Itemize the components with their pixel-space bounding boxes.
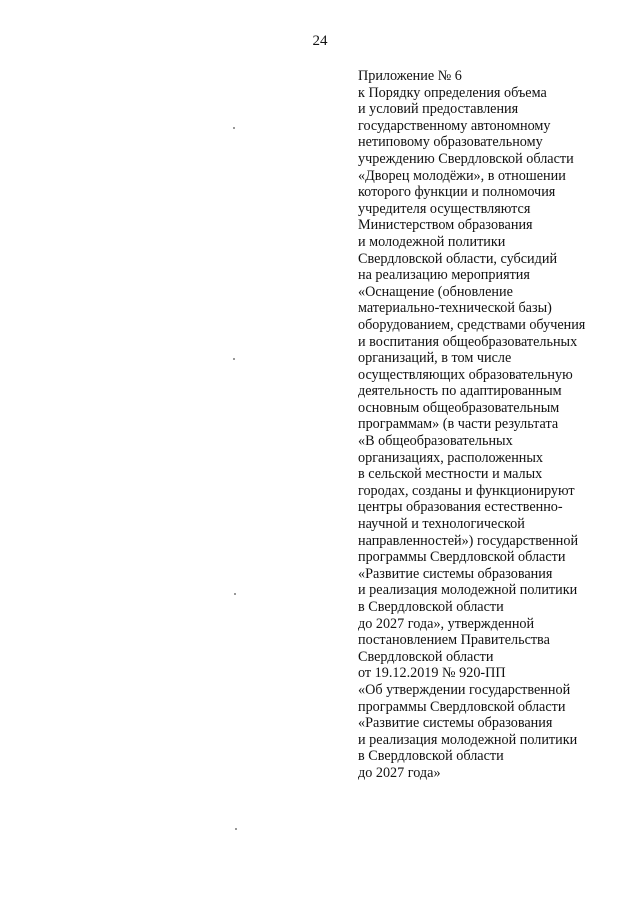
appendix-line: деятельность по адаптированным: [358, 383, 562, 400]
appendix-line: Министерством образования: [358, 217, 533, 234]
appendix-line: осуществляющих образовательную: [358, 366, 573, 383]
appendix-line: оборудованием, средствами обучения: [358, 316, 586, 333]
appendix-line: «Развитие системы образования: [358, 565, 553, 582]
appendix-line: на реализацию мероприятия: [358, 267, 530, 284]
appendix-line: к Порядку определения объема: [358, 84, 547, 101]
appendix-line: которого функции и полномочия: [358, 184, 556, 201]
page-number: 24: [312, 33, 328, 49]
appendix-line: в Свердловской области: [358, 599, 504, 615]
appendix-line: и реализация молодежной политики: [358, 731, 578, 748]
appendix-line: Свердловской области: [358, 648, 494, 665]
appendix-line: программам» (в части результата: [358, 416, 559, 433]
appendix-line: «Об утверждении государственной: [358, 681, 571, 698]
appendix-line: до 2027 года», утвержденной: [358, 615, 535, 632]
appendix-line: «Дворец молодёжи», в отношении: [358, 167, 566, 184]
appendix-line: государственному автономному: [358, 117, 551, 134]
appendix-line: организациях, расположенных: [358, 449, 544, 466]
appendix-line: материально-технической базы): [358, 300, 552, 317]
appendix-line: до 2027 года»: [358, 764, 441, 781]
appendix-line: основным общеобразовательным: [358, 399, 560, 416]
scan-speck: [233, 127, 235, 129]
scan-speck: [235, 828, 237, 830]
scan-speck: [234, 593, 236, 595]
appendix-line: нетиповому образовательному: [358, 134, 543, 151]
appendix-line: Приложение № 6: [358, 68, 462, 84]
appendix-line: программы Свердловской области: [358, 698, 566, 715]
appendix-line: направленностей») государственной: [358, 532, 579, 549]
appendix-line: центры образования естественно-: [358, 499, 563, 516]
appendix-line: «Оснащение (обновление: [358, 283, 513, 300]
appendix-line: учредителя осуществляются: [358, 200, 531, 217]
appendix-line: от 19.12.2019 № 920-ПП: [358, 665, 506, 682]
appendix-header: [358, 68, 638, 782]
scan-speck: [233, 358, 235, 360]
appendix-line: учреждению Свердловской области: [358, 150, 574, 167]
appendix-line: постановлением Правительства: [358, 632, 550, 649]
appendix-line: программы Свердловской области: [358, 549, 566, 566]
appendix-line: городах, созданы и функционируют: [358, 482, 575, 499]
appendix-line: и молодежной политики: [358, 233, 506, 250]
appendix-line: организаций, в том числе: [358, 350, 512, 367]
appendix-line: «Развитие системы образования: [358, 715, 553, 732]
appendix-line: и воспитания общеобразовательных: [358, 333, 578, 350]
appendix-line: Свердловской области, субсидий: [358, 250, 558, 267]
appendix-line: в сельской местности и малых: [358, 466, 543, 483]
appendix-line: в Свердловской области: [358, 748, 504, 765]
appendix-line: и условий предоставления: [358, 101, 519, 118]
appendix-line: научной и технологической: [358, 516, 525, 533]
appendix-line: «В общеобразовательных: [358, 433, 513, 450]
appendix-line: и реализация молодежной политики: [358, 582, 578, 599]
